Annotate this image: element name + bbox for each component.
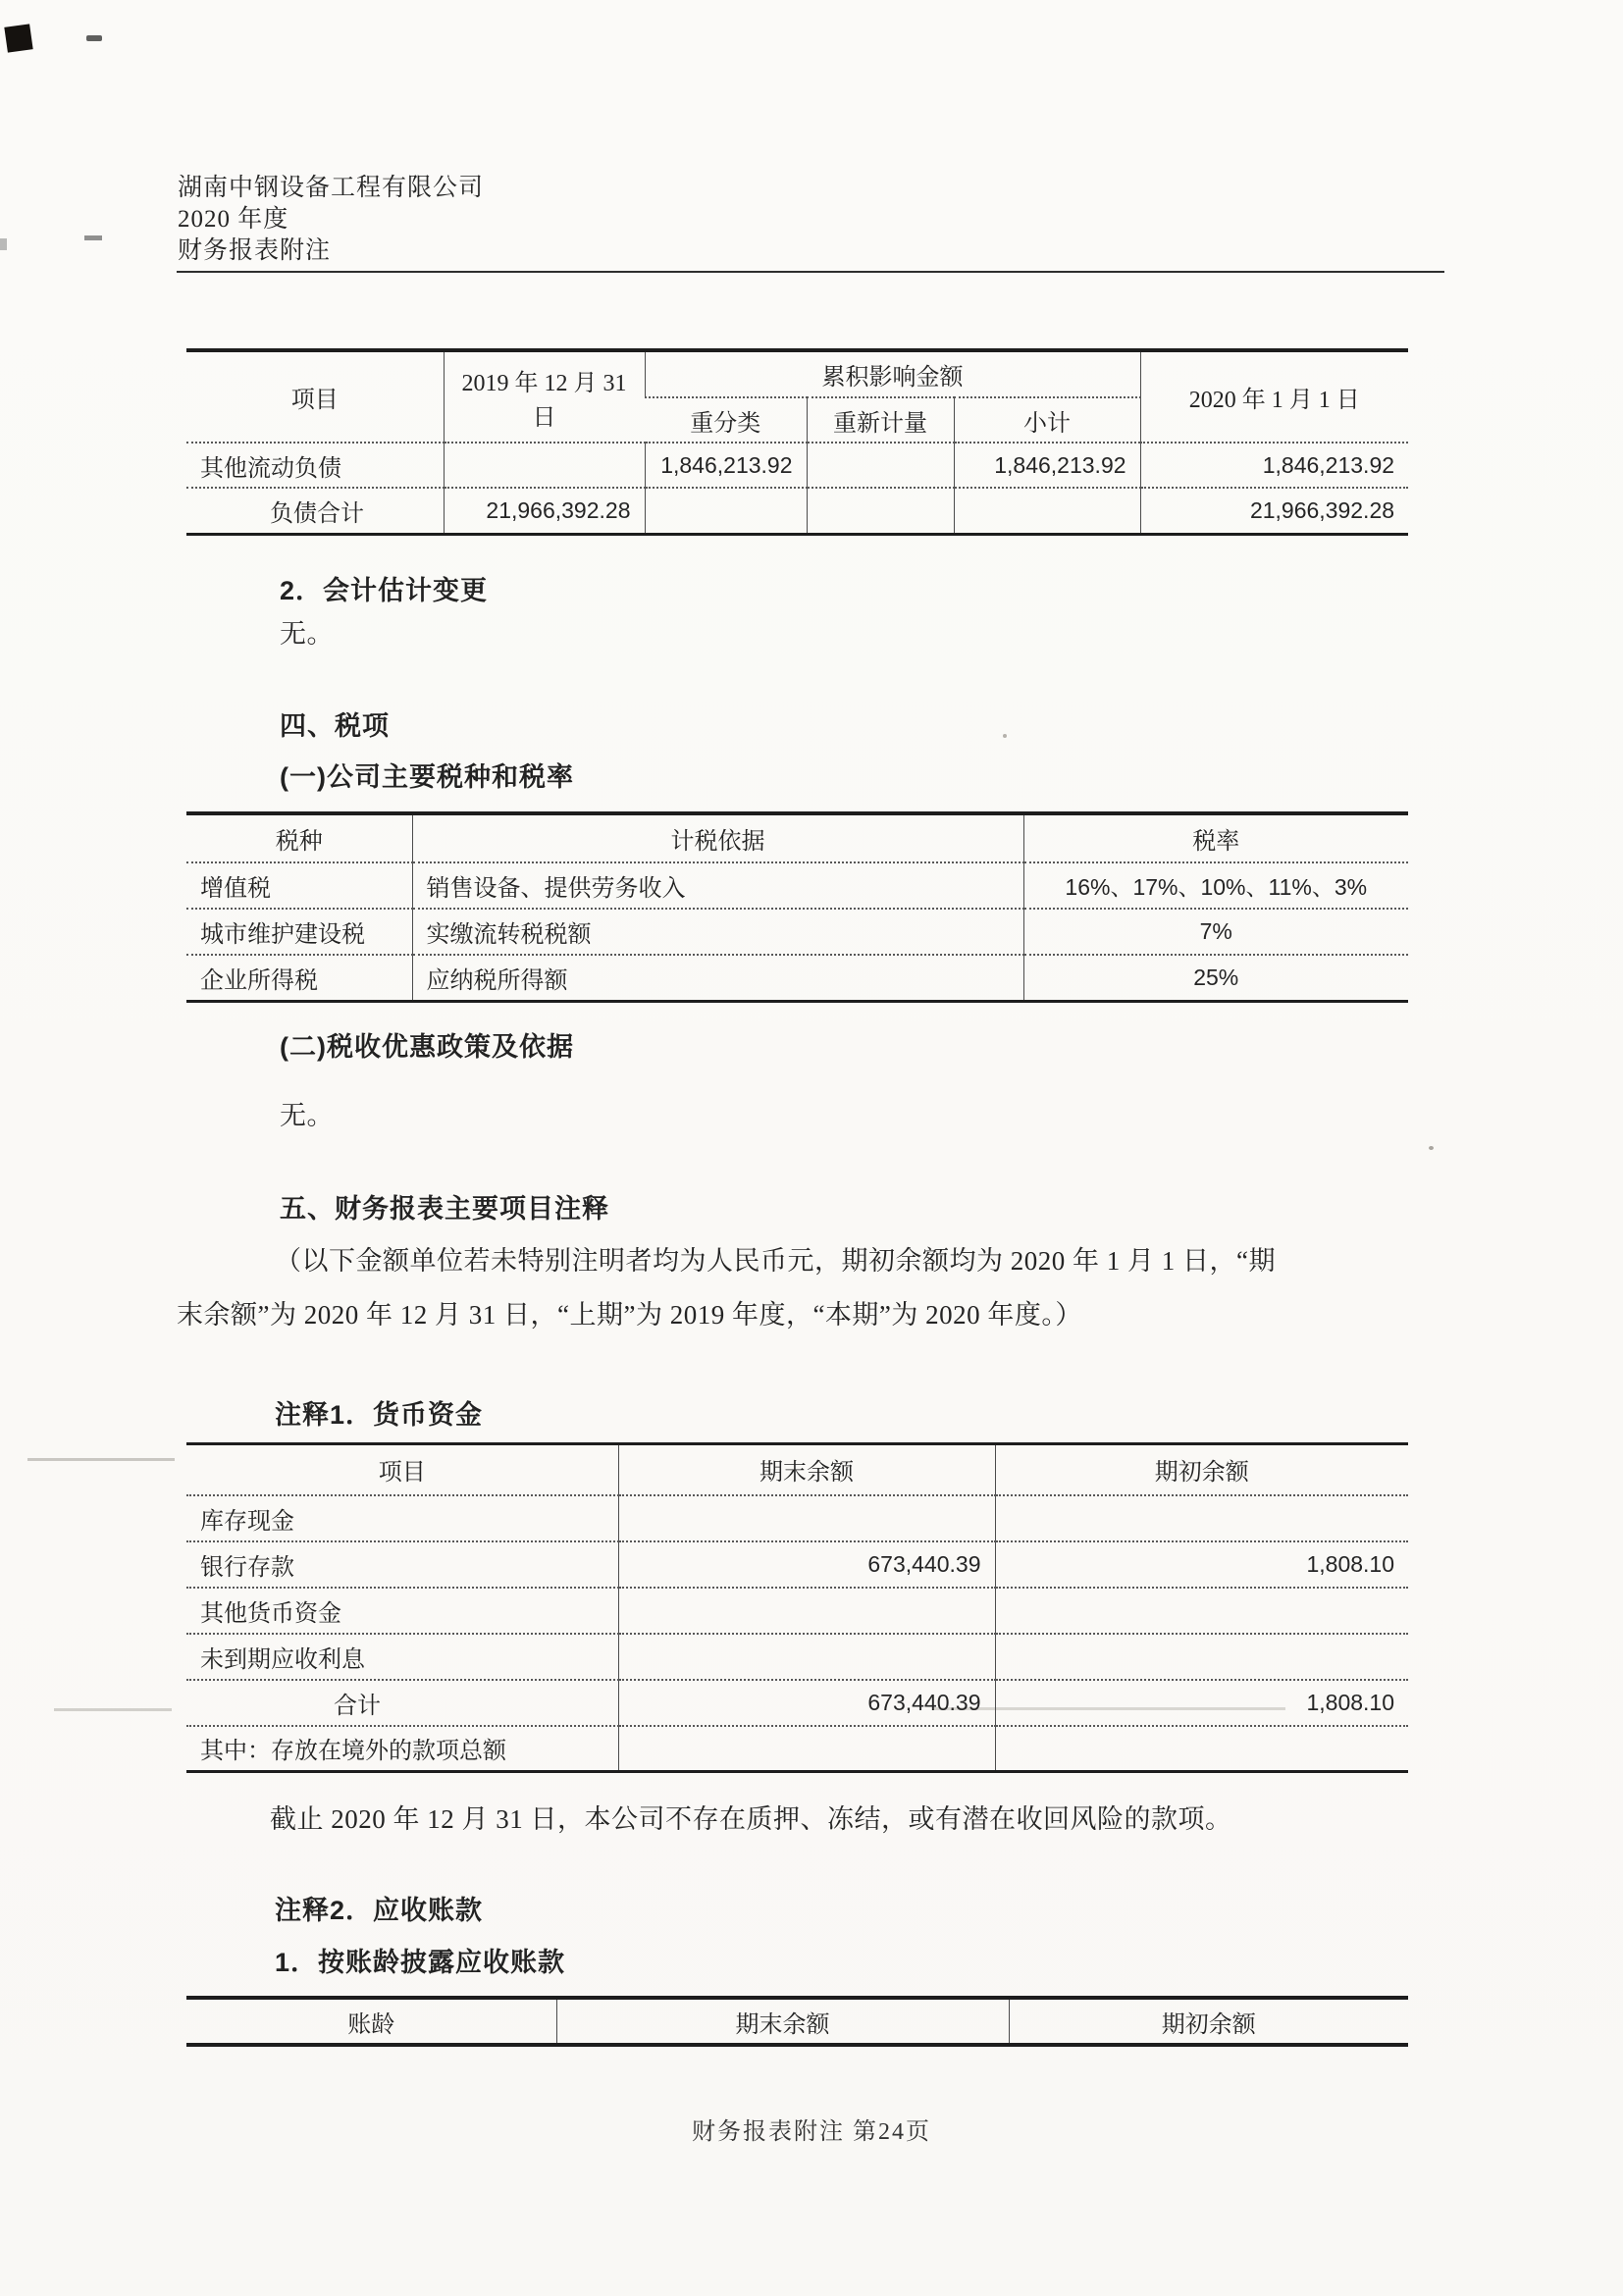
- col-header-tax-type: 税种: [186, 813, 412, 862]
- paragraph-line: （以下金额单位若未特别注明者均为人民币元，期初余额均为 2020 年 1 月 1 日，“期: [275, 1246, 1276, 1276]
- table-row: [186, 1495, 1408, 1541]
- scan-artifact: [84, 235, 102, 240]
- cell-tax-type: 城市维护建设税: [186, 909, 412, 955]
- cell-item: 银行存款: [186, 1541, 618, 1588]
- cell-2020: 1,846,213.92: [1140, 443, 1408, 488]
- cell-beginning: [995, 1495, 1408, 1541]
- adjustment-table: [186, 348, 1408, 536]
- col-header-reclass: 重分类: [645, 397, 807, 443]
- report-year: 2020 年度: [178, 206, 289, 233]
- table-header-row: [186, 813, 1408, 862]
- cell-tax-rate: 25%: [1023, 955, 1408, 1001]
- scan-artifact: [1429, 1146, 1434, 1150]
- table-header-row: [186, 1444, 1408, 1495]
- cell-item: 未到期应收利息: [186, 1634, 618, 1680]
- section-heading-taxes: 四、税项: [280, 711, 390, 741]
- cell-reclass: [645, 488, 807, 534]
- col-header-2019: 2019 年 12 月 31 日: [444, 350, 645, 443]
- col-header-item: 项目: [186, 1444, 618, 1495]
- company-name: 湖南中钢设备工程有限公司: [178, 175, 485, 201]
- col-header-tax-basis: 计税依据: [412, 813, 1023, 862]
- cell-beginning: [995, 1726, 1408, 1772]
- cell-ending: [618, 1726, 995, 1772]
- section-heading-accounting-estimate-change: 2．会计估计变更: [280, 576, 489, 605]
- col-header-ending-balance: 期末余额: [556, 1998, 1009, 2045]
- section-heading-notes-to-items: 五、财务报表主要项目注释: [280, 1194, 609, 1224]
- table-row: [186, 909, 1408, 955]
- table-row: [186, 955, 1408, 1001]
- cell-beginning: [995, 1634, 1408, 1680]
- col-header-aging: 账龄: [347, 2011, 395, 2038]
- cell-ending: 673,440.39: [618, 1541, 995, 1588]
- cell-remeasure: [807, 488, 954, 534]
- col-header-ending-balance: 期末余额: [618, 1444, 995, 1495]
- col-header-subtotal: 小计: [954, 397, 1140, 443]
- cell-item: 其他流动负债: [186, 443, 444, 488]
- cell-ending: 673,440.39: [618, 1680, 995, 1726]
- cell-subtotal: [954, 488, 1140, 534]
- table-row: [186, 862, 1408, 909]
- cell-beginning: 1,808.10: [995, 1680, 1408, 1726]
- scan-artifact: [0, 238, 7, 250]
- scan-artifact: [86, 35, 102, 41]
- cell-ending: [618, 1588, 995, 1634]
- section-body-none: 无。: [280, 619, 334, 649]
- note2-heading-accounts-receivable: 注释2．应收账款: [275, 1896, 484, 1925]
- table-row: [186, 1634, 1408, 1680]
- scan-artifact: [27, 1458, 175, 1461]
- subsection-heading-tax-incentives: (二)税收优惠政策及依据: [280, 1032, 574, 1062]
- cell-subtotal: 1,846,213.92: [954, 443, 1140, 488]
- table-row: [186, 443, 1408, 488]
- cell-ending: [618, 1495, 995, 1541]
- paragraph-line: 末余额”为 2020 年 12 月 31 日，“上期”为 2019 年度，“本期”为 2020 年度。）: [177, 1300, 1082, 1330]
- document-header: [178, 173, 484, 267]
- cell-tax-rate: 7%: [1023, 909, 1408, 955]
- subsection-heading-main-taxes: (一)公司主要税种和税率: [280, 762, 574, 792]
- section-body-none: 无。: [280, 1101, 334, 1130]
- cell-reclass: 1,846,213.92: [645, 443, 807, 488]
- note1-heading-cash: 注释1．货币资金: [275, 1400, 484, 1430]
- cell-2020: 21,966,392.28: [1140, 488, 1408, 534]
- col-header-cumulative-group: 累积影响金额: [645, 350, 1140, 397]
- col-header-2020: 2020 年 1 月 1 日: [1140, 350, 1408, 443]
- note2-subheading-aging-disclosure: 1．按账龄披露应收账款: [275, 1948, 566, 1977]
- cell-beginning: 1,808.10: [995, 1541, 1408, 1588]
- cell-tax-basis: 实缴流转税税额: [412, 909, 1023, 955]
- col-header-beginning-balance: 期初余额: [995, 1444, 1408, 1495]
- cell-remeasure: [807, 443, 954, 488]
- cell-tax-basis: 应纳税所得额: [412, 955, 1023, 1001]
- cell-tax-basis: 销售设备、提供劳务收入: [412, 862, 1023, 909]
- cell-tax-type: 增值税: [186, 862, 412, 909]
- cell-2019: 21,966,392.28: [444, 488, 645, 534]
- cell-item: 其他货币资金: [186, 1588, 618, 1634]
- col-header-beginning-balance: 期初余额: [1009, 1998, 1408, 2045]
- table-row: [186, 1726, 1408, 1772]
- table-row: [186, 1541, 1408, 1588]
- cell-item: 其中：存放在境外的款项总额: [200, 1739, 506, 1765]
- col-header-remeasure: 重新计量: [807, 397, 954, 443]
- col-header-tax-rate: 税率: [1023, 813, 1408, 862]
- aging-table: [186, 1996, 1408, 2047]
- table-header-row: [186, 350, 1408, 397]
- scan-artifact: [54, 1708, 172, 1711]
- table-row: [186, 488, 1408, 534]
- cell-tax-rate: 16%、17%、10%、11%、3%: [1023, 862, 1408, 909]
- header-divider: [177, 271, 1444, 273]
- cash-table: [186, 1442, 1408, 1773]
- cell-tax-type: 企业所得税: [200, 967, 318, 994]
- cell-2019: [444, 443, 645, 488]
- table-row: [186, 1680, 1408, 1726]
- cell-item: 库存现金: [186, 1495, 618, 1541]
- page-footer: 财务报表附注 第24页: [692, 2119, 931, 2145]
- tax-table: [186, 811, 1408, 1003]
- cell-item: 合计: [186, 1680, 618, 1726]
- scan-artifact: [1003, 734, 1007, 738]
- scan-artifact: [4, 24, 32, 52]
- cell-ending: [618, 1634, 995, 1680]
- table-row: [186, 1588, 1408, 1634]
- cell-beginning: [995, 1588, 1408, 1634]
- cash-table-remark: 截止 2020 年 12 月 31 日，本公司不存在质押、冻结，或有潜在收回风险的款项。: [270, 1804, 1232, 1834]
- notes-intro-paragraph: [177, 1234, 1452, 1342]
- table-header-row: [186, 1998, 1408, 2045]
- document-title: 财务报表附注: [178, 237, 332, 264]
- col-header-item: 项目: [186, 350, 444, 443]
- cell-item: 负债合计: [270, 500, 364, 527]
